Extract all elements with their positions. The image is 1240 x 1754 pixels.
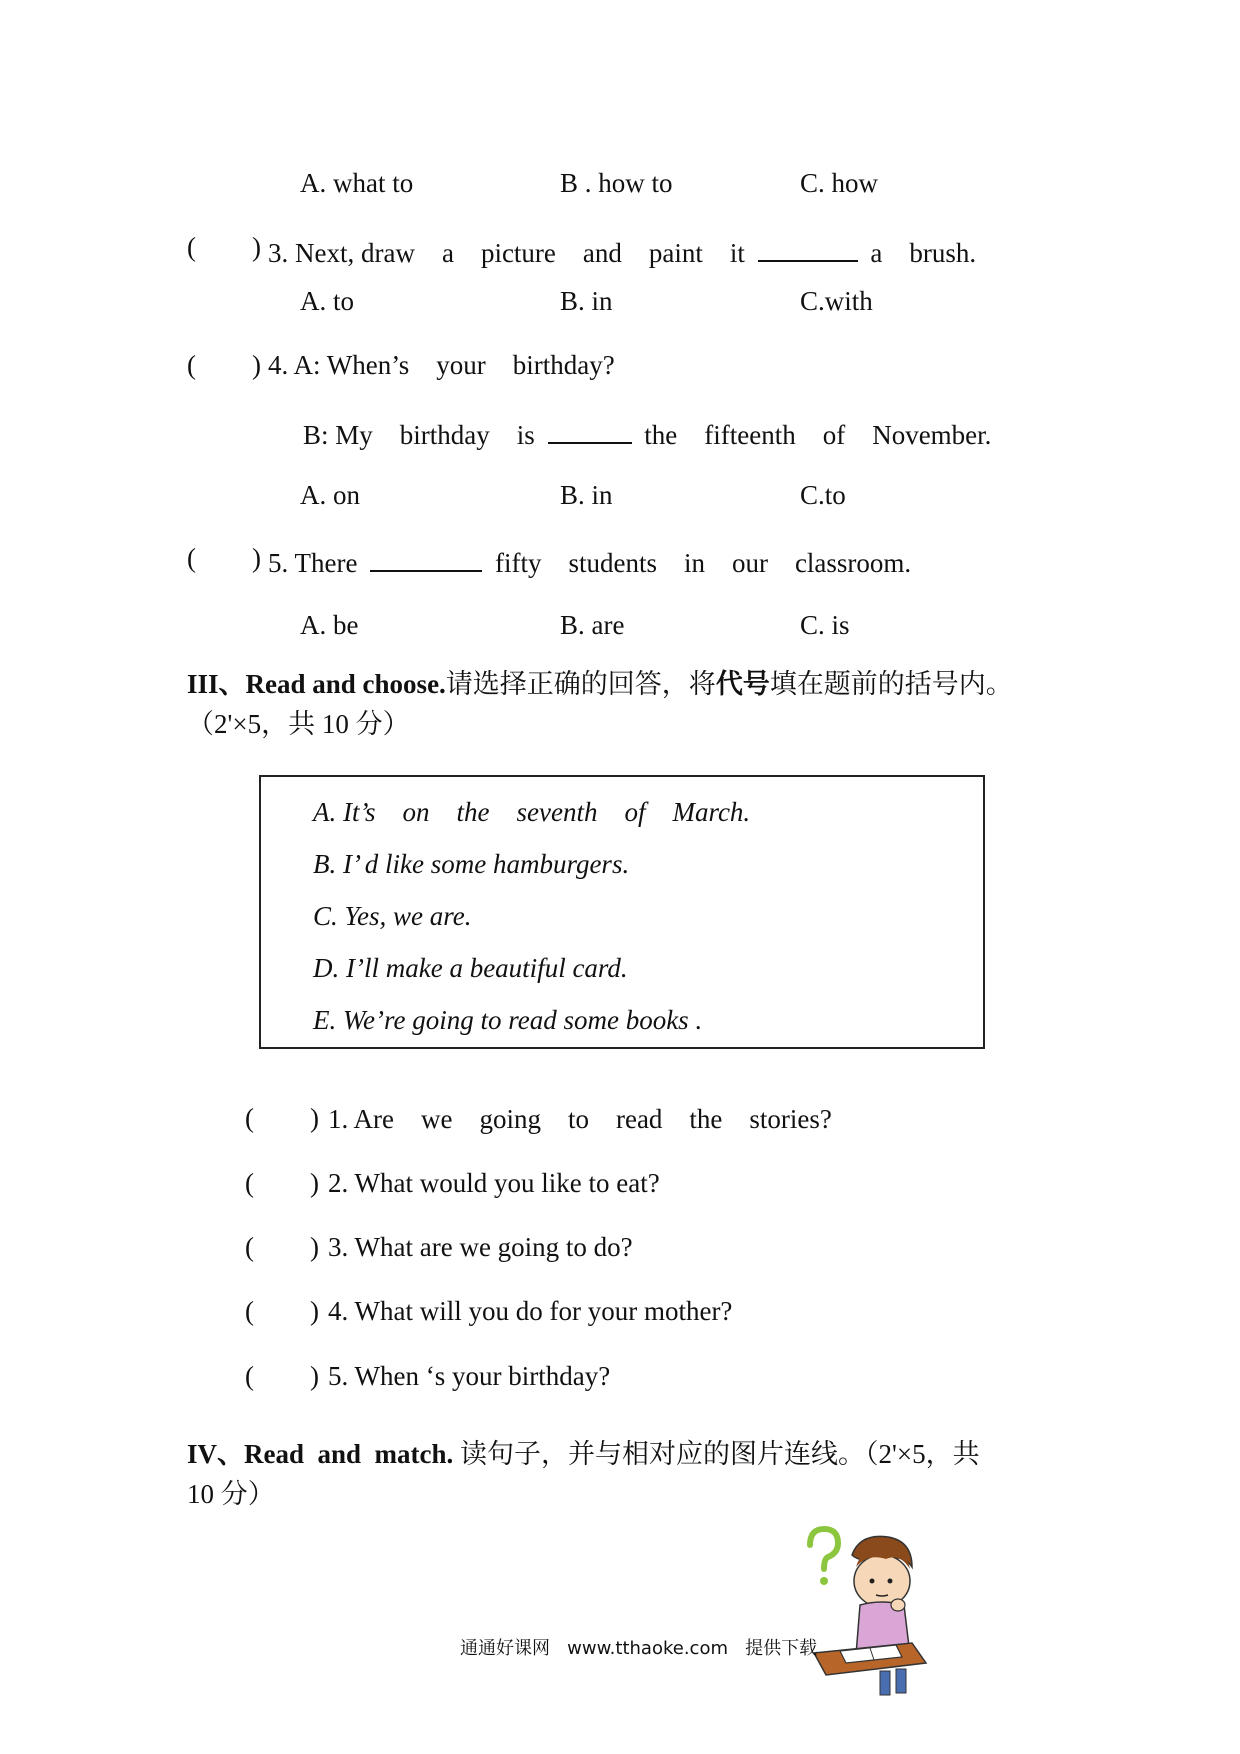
q5-option-b: B. are xyxy=(560,610,625,640)
q4-option-c: C.to xyxy=(800,480,846,510)
q5-paren-open[interactable]: ( xyxy=(187,543,196,573)
q3-stem-before: 3. Next, draw a picture and paint it xyxy=(268,238,745,268)
s3-q3-paren-close: ) xyxy=(310,1232,319,1262)
q3-stem-after: a brush. xyxy=(870,238,977,268)
q5-option-c: C. is xyxy=(800,610,850,640)
s3-q5-paren-close: ) xyxy=(310,1361,319,1391)
q4-blank[interactable] xyxy=(548,418,632,444)
section3-score: （2'×5，共 10 分） xyxy=(187,709,410,739)
q3-option-a: A. to xyxy=(300,286,354,316)
q3-blank[interactable] xyxy=(758,236,858,262)
q4-answer-line xyxy=(303,418,991,449)
answer-option-a: A. It’s on the seventh of March. xyxy=(313,797,751,827)
q3-option-b: B. in xyxy=(560,286,613,316)
answer-option-e: E. We’re going to read some books . xyxy=(313,1005,703,1035)
q4-option-b: B. in xyxy=(560,480,613,510)
q5-stem xyxy=(268,546,911,577)
q3-stem xyxy=(268,236,976,267)
s3-q4-paren-close: ) xyxy=(310,1296,319,1326)
q4-b-after: the fifteenth of November. xyxy=(644,420,992,450)
section3-title-en: Read and choose. xyxy=(245,669,446,699)
section4-heading xyxy=(187,1432,980,1471)
section3-heading xyxy=(187,662,1013,701)
answer-option-d: D. I’ll make a beautiful card. xyxy=(313,953,628,983)
q3-paren-close: ) xyxy=(252,232,261,262)
q4-b-before: B: My birthday is xyxy=(303,420,535,450)
q3-paren-open[interactable]: ( xyxy=(187,232,196,262)
answer-options-box xyxy=(259,775,985,1049)
section3-title-cn-2: 填在题前的括号内。 xyxy=(769,669,1013,699)
q2-option-a: A. what to xyxy=(300,168,414,198)
s3-q1-paren-open[interactable]: ( xyxy=(245,1103,254,1133)
section4-title-cn: 读句子，并与相对应的图片连线。（2'×5，共 xyxy=(453,1439,980,1469)
section4-roman: IV、 xyxy=(187,1439,245,1469)
section3-title-cn-bold: 代号 xyxy=(715,669,770,699)
q5-blank[interactable] xyxy=(370,546,482,572)
q2-option-c: C. how xyxy=(800,168,879,198)
section4-score: 10 分） xyxy=(187,1479,275,1509)
q3-option-c: C.with xyxy=(800,286,873,316)
s3-question-4: 4. What will you do for your mother? xyxy=(328,1296,733,1326)
thinking-student-icon xyxy=(800,1525,940,1700)
q5-stem-before: 5. There xyxy=(268,548,358,578)
q5-stem-after: fifty students in our classroom. xyxy=(494,548,912,578)
section3-roman: III、 xyxy=(187,669,246,699)
s3-q5-paren-open[interactable]: ( xyxy=(245,1361,254,1391)
q4-paren-open[interactable]: ( xyxy=(187,350,196,380)
section3-title-cn-1: 请选择正确的回答，将 xyxy=(445,669,716,699)
answer-option-c: C. Yes, we are. xyxy=(313,901,472,931)
answer-option-b: B. I’ d like some hamburgers. xyxy=(313,849,630,879)
s3-question-2: 2. What would you like to eat? xyxy=(328,1168,660,1198)
s3-question-1: 1. Are we going to read the stories? xyxy=(328,1104,832,1134)
section4-title-en: Read and match. xyxy=(244,1439,454,1469)
s3-question-3: 3. What are we going to do? xyxy=(328,1232,633,1262)
s3-q2-paren-open[interactable]: ( xyxy=(245,1168,254,1198)
s3-question-5: 5. When ‘s your birthday? xyxy=(328,1361,611,1391)
q2-option-b: B . how to xyxy=(560,168,673,198)
q4-option-a: A. on xyxy=(300,480,360,510)
q4-stem: 4. A: When’s your birthday? xyxy=(268,350,615,380)
page-footer: 通通好课网 www.tthaoke.com 提供下载 xyxy=(460,1638,818,1659)
q4-paren-close: ) xyxy=(252,350,261,380)
q5-option-a: A. be xyxy=(300,610,359,640)
q5-paren-close: ) xyxy=(252,543,261,573)
s3-q2-paren-close: ) xyxy=(310,1168,319,1198)
s3-q3-paren-open[interactable]: ( xyxy=(245,1232,254,1262)
s3-q1-paren-close: ) xyxy=(310,1103,319,1133)
s3-q4-paren-open[interactable]: ( xyxy=(245,1296,254,1326)
